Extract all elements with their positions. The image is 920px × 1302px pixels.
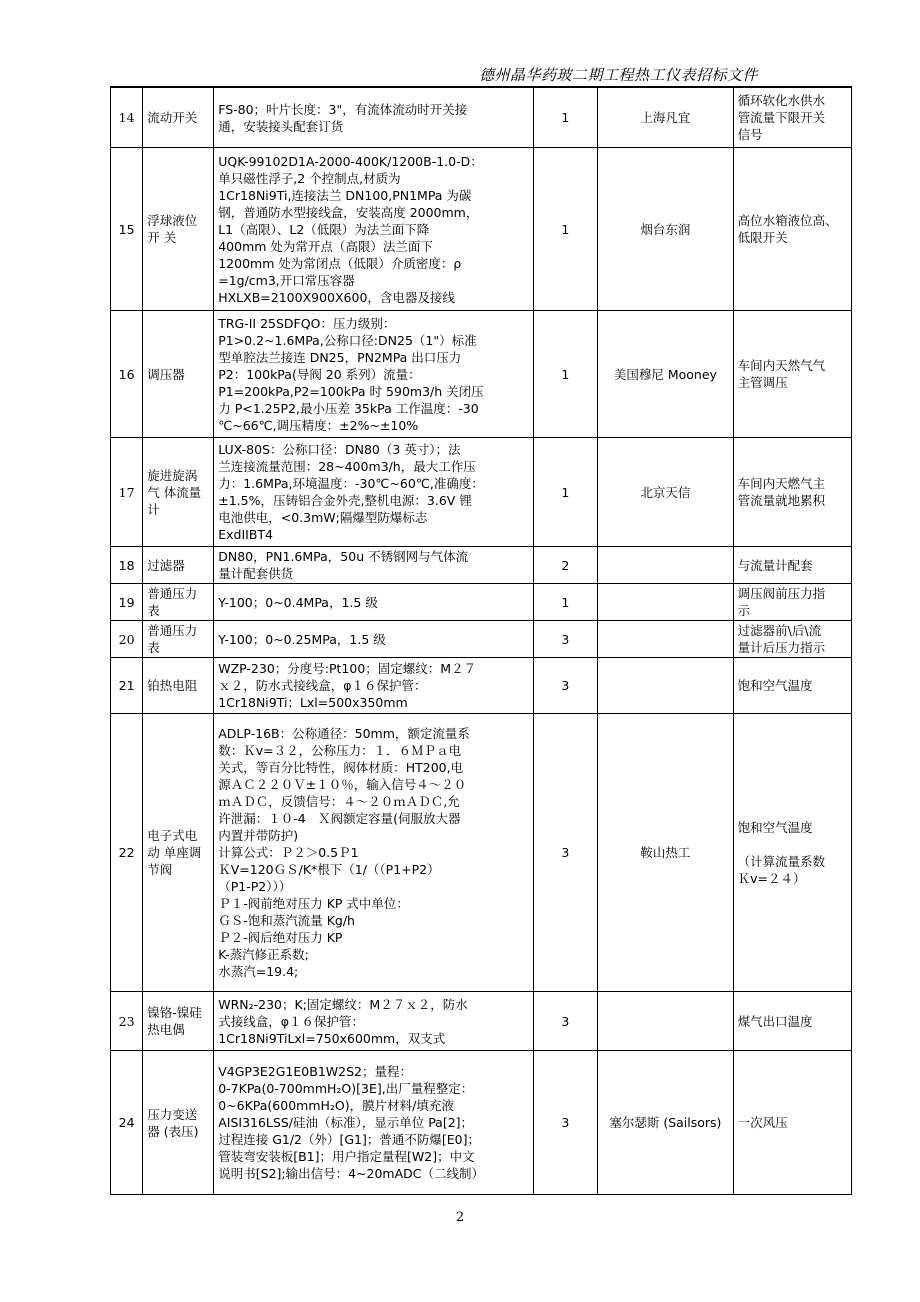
item-spec: LUX-80S：公称口径：DN80（3 英寸）；法 兰连接流量范围：28~400m3/h，最大工作压 力：1.6MPa,环境温度：-30℃~60℃,准确度： ±1.5%，压铸铝合金外壳,整机电源：3.6V 锂 电池供电，<0.3mW;隔爆型防爆标志 ExdIIBT4: [214, 438, 533, 547]
item-name: 压力变送器 (表压): [143, 1051, 214, 1195]
item-note: 车间内天燃气主 管流量就地累积: [733, 438, 851, 547]
item-spec: UQK-99102D1A-2000-400K/1200B-1.0-D： 单只磁性浮子,2 个控制点,材质为 1Cr18Ni9Ti,连接法兰 DN100,PN1MPa 为碳 钢，普通防水型接线盒，安装高度 2000mm， L1（高限）、L2（低限）为法兰面下降 400mm 处为常开点（高限）法兰面下 1200mm 处为常闭点（低限）介质密度：ρ =1g/cm3,开口常压容器 HXLXB=2100X900X600，含电器及接线: [214, 148, 533, 311]
page-number: 2: [455, 1210, 465, 1225]
item-spec: WZP-230；分度号:Pt100；固定螺纹：M２７ ｘ２，防水式接线盒，φ１６保护管： 1Cr18Ni9Ti；Lxl=500x350mm: [214, 658, 533, 714]
row-number: 19: [111, 584, 143, 621]
item-name: 调压器: [143, 311, 214, 438]
table-row: [111, 658, 852, 714]
row-number: 24: [111, 1051, 143, 1195]
item-quantity: 1: [533, 148, 598, 311]
item-quantity: 1: [533, 311, 598, 438]
item-spec: WRN₂-230；K;固定螺纹：M２７ｘ２，防水 式接线盒，φ１６保护管： 1Cr18Ni9TiLxl=750x600mm，双支式: [214, 992, 533, 1051]
item-spec: Y-100；0~0.4MPa，1.5 级: [214, 584, 533, 621]
table-row: [111, 547, 852, 584]
item-note: 过滤器前\后\流 量计后压力指示: [733, 621, 851, 658]
item-quantity: 1: [533, 584, 598, 621]
row-number: 23: [111, 992, 143, 1051]
row-number: 14: [111, 88, 143, 148]
item-manufacturer: [598, 547, 734, 584]
item-spec: ADLP-16B：公称通径：50mm，额定流量系 数：Ｋv=３２，公称压力：１．６ＭＰａ电 关式，等百分比特性，阀体材质：HT200,电 源ＡＣ２２０Ｖ±１０％，输入信号４～２０ ｍＡＤＣ，反馈信号：４～２０ｍＡＤＣ,允 许泄漏：１０-4 Ｘ阀额定容量(伺服放大器 内置并带防护) 计算公式：Ｐ２＞0.5Ｐ1 ＫV=120ＧＳ/K*根下（1/（（P1+P2） （P1-P2））） Ｐ１-阀前绝对压力 KP 式中单位： ＧＳ-饱和蒸汽流量 Kg/h Ｐ２-阀后绝对压力 KP K-蒸汽修正系数; 水蒸汽=19.4;: [214, 714, 533, 992]
table-row: [111, 148, 852, 311]
item-manufacturer: 塞尔瑟斯 (Sailsors): [598, 1051, 734, 1195]
item-quantity: 1: [533, 88, 598, 148]
item-note: 与流量计配套: [733, 547, 851, 584]
header-title: 德州晶华药玻二期工程热工仪表招标文件: [478, 66, 758, 84]
item-note: 饱和空气温度: [733, 658, 851, 714]
item-note: 车间内天然气气 主管调压: [733, 311, 851, 438]
item-manufacturer: 鞍山热工: [598, 714, 734, 992]
item-name: 过滤器: [143, 547, 214, 584]
item-note: 一次风压: [733, 1051, 851, 1195]
item-spec: V4GP3E2G1E0B1W2S2；量程： 0-7KPa(0-700mmH₂O)[3E],出厂量程整定： 0~6KPa(600mmH₂O)，膜片材料/填充液 AISI316LSS/硅油（标准），显示单位 Pa[2]； 过程连接 G1/2（外）[G1]；普通不防爆[E0]； 管装弯安装板[B1]；用户指定量程[W2]；中文 说明书[S2];输出信号：4~20mADC（二线制）: [214, 1051, 533, 1195]
row-number: 17: [111, 438, 143, 547]
item-manufacturer: [598, 992, 734, 1051]
item-manufacturer: [598, 584, 734, 621]
item-name: 镍铬-镍硅 热电偶: [143, 992, 214, 1051]
item-quantity: 2: [533, 547, 598, 584]
table-row: [111, 992, 852, 1051]
item-note: 循环软化水供水 管流量下限开关 信号: [733, 88, 851, 148]
row-number: 18: [111, 547, 143, 584]
item-note: 饱和空气温度 （计算流量系数 Ｋv=２４）: [733, 714, 851, 992]
row-number: 22: [111, 714, 143, 992]
item-name: 电子式电动 单座调节阀: [143, 714, 214, 992]
item-manufacturer: 北京天信: [598, 438, 734, 547]
table-row: [111, 88, 852, 148]
row-number: 15: [111, 148, 143, 311]
row-number: 21: [111, 658, 143, 714]
item-spec: Y-100；0~0.25MPa，1.5 级: [214, 621, 533, 658]
item-manufacturer: [598, 658, 734, 714]
item-quantity: 3: [533, 658, 598, 714]
item-quantity: 3: [533, 992, 598, 1051]
item-spec: TRG-II 25SDFQO：压力级别： P1>0.2~1.6MPa,公称口径:DN25（1"）标准 型单腔法兰接连 DN25，PN2MPa 出口压力 P2：100kPa(导阀 20 系列）流量： P1=200kPa,P2=100kPa 时 590m3/h 关闭压 力 P<1.25P2,最小压差 35kPa 工作温度：-30 ℃~66℃,调压精度：±2%~±10%: [214, 311, 533, 438]
document-header: [110, 62, 852, 87]
item-name: 普通压力表: [143, 621, 214, 658]
item-name: 流动开关: [143, 88, 214, 148]
item-manufacturer: 美国穆尼 Mooney: [598, 311, 734, 438]
item-name: 浮球液位开 关: [143, 148, 214, 311]
item-manufacturer: [598, 621, 734, 658]
item-quantity: 3: [533, 621, 598, 658]
item-manufacturer: 烟台东润: [598, 148, 734, 311]
equipment-spec-table: [110, 87, 852, 1195]
item-quantity: 1: [533, 438, 598, 547]
item-spec: FS-80；叶片长度：3"，有流体流动时开关接 通，安装接头配套订货: [214, 88, 533, 148]
table-row: [111, 621, 852, 658]
item-note: 高位水箱液位高、 低限开关: [733, 148, 851, 311]
item-spec: DN80，PN1.6MPa，50u 不锈钢网与气体流 量计配套供货: [214, 547, 533, 584]
item-manufacturer: 上海凡宜: [598, 88, 734, 148]
item-quantity: 3: [533, 714, 598, 992]
table-row: [111, 311, 852, 438]
item-quantity: 3: [533, 1051, 598, 1195]
item-name: 旋进旋涡气 体流量计: [143, 438, 214, 547]
table-row: [111, 714, 852, 992]
item-name: 铂热电阻: [143, 658, 214, 714]
item-note: 调压阀前压力指 示: [733, 584, 851, 621]
table-row: [111, 1051, 852, 1195]
item-note: 煤气出口温度: [733, 992, 851, 1051]
row-number: 20: [111, 621, 143, 658]
table-row: [111, 438, 852, 547]
item-name: 普通压力表: [143, 584, 214, 621]
table-row: [111, 584, 852, 621]
row-number: 16: [111, 311, 143, 438]
